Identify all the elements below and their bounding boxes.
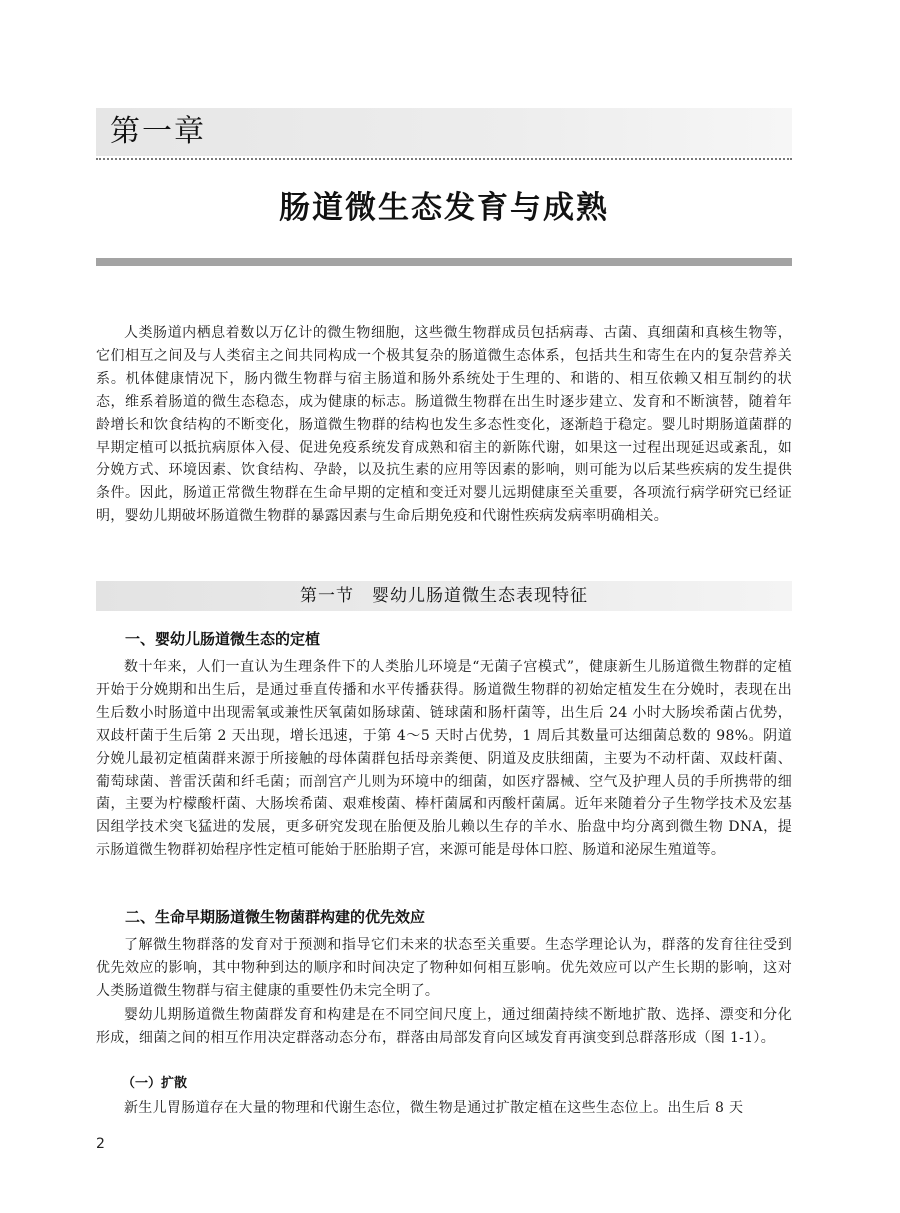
intro-paragraph: 人类肠道内栖息着数以万亿计的微生物细胞，这些微生物群成员包括病毒、古菌、真细菌和真核生物等，它们相互之间及与人类宿主之间共同构成一个极其复杂的肠道微生态体系，包括共生和寄生在内的复杂营养关系。机体健康情况下，肠内微生物群与宿主肠道和肠外系统处于生理的、和谐的、相互依赖又相互制约的状态，维系着肠道的微生态稳态，成为健康的标志。肠道微生物群在出生时逐步建立、发育和不断演替，随着年龄增长和饮食结构的不断变化，肠道微生物群的结构也发生多态性变化，逐渐趋于稳定。婴儿时期肠道菌群的早期定植可以抵抗病原体入侵、促进免疫系统发育成熟和宿主的新陈代谢，如果这一过程出现延迟或紊乱，如分娩方式、环境因素、饮食结构、孕龄，以及抗生素的应用等因素的影响，则可能为以后某些疾病的发生提供条件。因此，肠道正常微生物群在生命早期的定植和变迁对婴儿远期健康至关重要，各项流行病学研究已经证明，婴幼儿期破坏肠道微生物群的暴露因素与生命后期免疫和代谢性疾病发病率明确相关。 bbox=[96, 325, 792, 525]
title-underline-bar bbox=[96, 258, 792, 266]
chapter-label: 第一章 bbox=[110, 114, 206, 149]
chapter-title: 肠道微生态发育与成熟 bbox=[279, 190, 609, 226]
chapter-divider bbox=[96, 158, 792, 160]
subsection-heading-colonization: 一、婴幼儿肠道微生态的定植 bbox=[125, 630, 321, 648]
dispersal-paragraph: 新生儿胃肠道存在大量的物理和代谢生态位，微生物是通过扩散定植在这些生态位上。出生后 8 天 bbox=[124, 1100, 744, 1116]
subheading-dispersal: （一）扩散 bbox=[122, 1076, 188, 1091]
priority-effect-paragraph-2: 婴幼儿期肠道微生物菌群发育和构建是在不同空间尺度上，通过细菌持续不断地扩散、选择、漂变和分化形成，细菌之间的相互作用决定群落动态分布，群落由局部发育向区域发育再演变到总群落形成（图 1-1）。 bbox=[96, 1007, 792, 1046]
priority-effect-paragraph-1: 了解微生物群落的发育对于预测和指导它们未来的状态至关重要。生态学理论认为，群落的发育往往受到优先效应的影响，其中物种到达的顺序和时间决定了物种如何相互影响。优先效应可以产生长期的影响，这对人类肠道微生物群与宿主健康的重要性仍未完全明了。 bbox=[96, 937, 792, 999]
page-number: 2 bbox=[96, 1136, 105, 1152]
subsection-heading-priority-effect: 二、生命早期肠道微生物菌群构建的优先效应 bbox=[125, 908, 426, 926]
section-title: 第一节 婴幼儿肠道微生态表现特征 bbox=[300, 586, 588, 606]
colonization-paragraph: 数十年来，人们一直认为生理条件下的人类胎儿环境是“无菌子宫模式”，健康新生儿肠道微生物群的定植开始于分娩期和出生后，是通过垂直传播和水平传播获得。肠道微生物群的初始定植发生在分娩时，表现在出生后数小时肠道中出现需氧或兼性厌氧菌如肠球菌、链球菌和肠杆菌等，出生后 24 小时大肠埃希菌占优势，双歧杆菌于生后第 2 天出现，增长迅速，于第 4～5 天时占优势，1 周后其数量可达细菌总数的 98%。阴道分娩儿最初定植菌群来源于所接触的母体菌群包括母亲粪便、阴道及皮肤细菌，主要为不动杆菌、双歧杆菌、葡萄球菌、普雷沃菌和纤毛菌；而剖宫产儿则为环境中的细菌，如医疗器械、空气及护理人员的手所携带的细菌，主要为柠檬酸杆菌、大肠埃希菌、艰难梭菌、棒杆菌属和丙酸杆菌属。近年来随着分子生物学技术及宏基因组学技术突飞猛进的发展，更多研究发现在胎便及胎儿赖以生存的羊水、胎盘中均分离到微生物 DNA，提示肠道微生物群初始程序性定植可能始于胚胎期子宫，来源可能是母体口腔、肠道和泌尿生殖道等。 bbox=[96, 659, 792, 859]
